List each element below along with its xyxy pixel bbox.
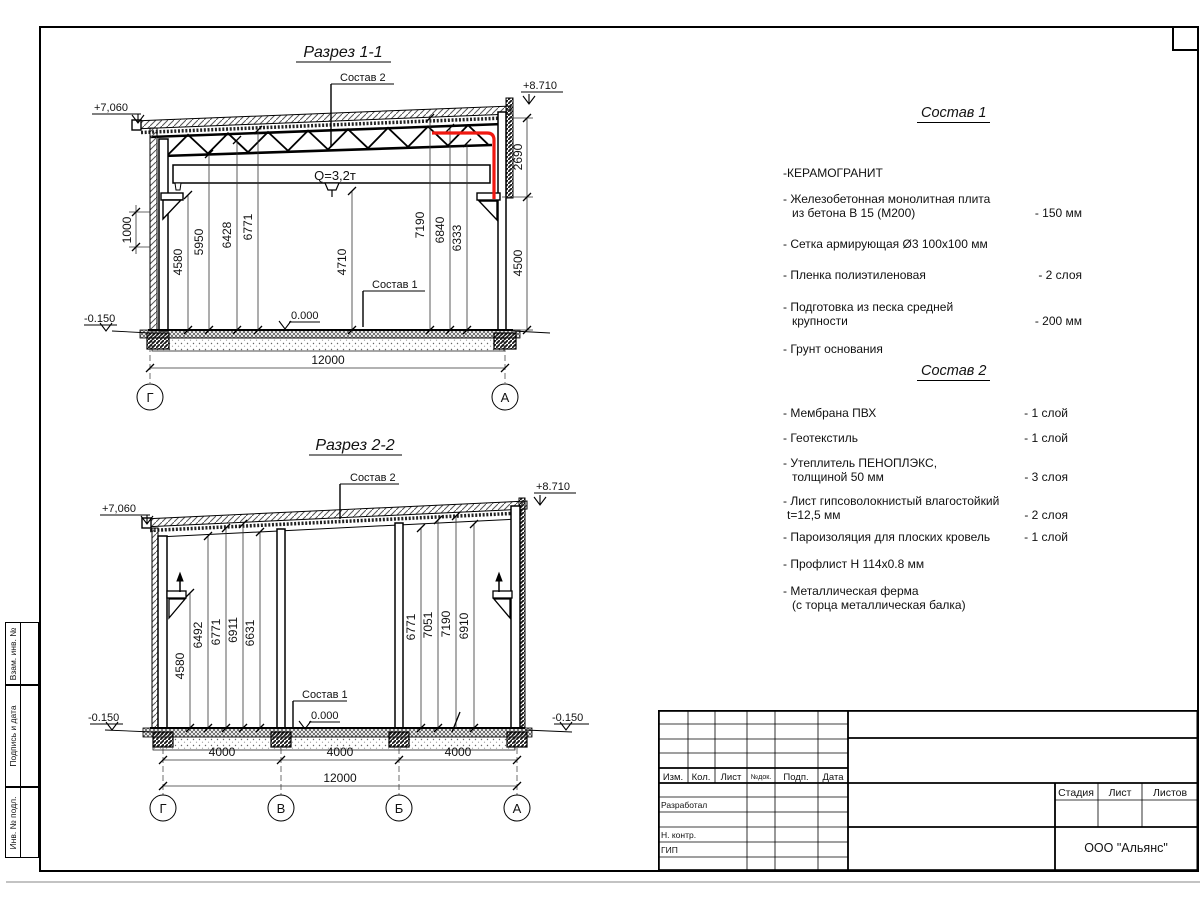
level-0000: 0.000 <box>291 310 319 322</box>
section-title <box>296 44 391 62</box>
material-name: - Железобетонная монолитная плита <box>783 192 991 206</box>
dim-12000: 12000 <box>323 771 357 785</box>
sheets-header: Листов <box>1152 787 1188 799</box>
elevation-8710: +8.710 <box>523 80 557 92</box>
material-name: - Подготовка из песка средней <box>783 300 954 314</box>
material-name-2: из бетона В 15 (М200) <box>792 205 916 220</box>
crane-capacity-label: Q=3,2т <box>314 168 356 183</box>
dim-6428: 6428 <box>220 221 234 249</box>
section-1-1-drawing <box>60 35 605 425</box>
list-item <box>783 407 1082 421</box>
axis-v: В <box>276 801 286 816</box>
col-kol: Кол. <box>691 772 711 783</box>
side-stamp-podpis-data-label: Подпись и дата <box>8 705 18 767</box>
side-stamp-empty-cell <box>21 686 38 786</box>
dim-6771: 6771 <box>209 618 223 646</box>
title-block-right <box>1058 787 1187 855</box>
level-0000: 0.000 <box>311 710 339 722</box>
dim-6840: 6840 <box>433 216 447 244</box>
level-minus-0150: -0.150 <box>84 313 116 325</box>
stage-header: Стадия <box>1058 787 1094 799</box>
dim-7051: 7051 <box>421 611 435 639</box>
elevation-7060: +7,060 <box>102 503 136 515</box>
material-name: - Профлист Н 114x0.8 мм <box>783 557 925 571</box>
dim-7190: 7190 <box>439 610 453 638</box>
sostav1-callout: Состав 1 <box>372 279 418 291</box>
col-list: Лист <box>720 772 742 783</box>
material-name-2: t=12,5 мм <box>787 507 841 522</box>
level-minus-0150-right: -0.150 <box>552 712 584 724</box>
sostav2-callout: Состав 2 <box>350 472 396 484</box>
material-name-2: толщиной 50 мм <box>792 469 884 484</box>
dim-12000: 12000 <box>311 353 345 367</box>
floor-assembly <box>112 330 550 351</box>
dim-4580: 4580 <box>173 652 187 680</box>
axis-g: Г <box>159 801 167 816</box>
corner-sheet-number-box <box>1172 26 1199 51</box>
dim-6771: 6771 <box>241 213 255 241</box>
axis-a: А <box>500 390 510 405</box>
axis-marks <box>137 384 518 410</box>
material-value: - 3 слоя <box>1024 469 1068 484</box>
sostav2-heading: Состав 2 <box>917 363 990 381</box>
dim-6333: 6333 <box>450 224 464 252</box>
dim-2690: 2690 <box>511 143 525 171</box>
company-name: ООО "Альянс" <box>1084 841 1168 855</box>
list-item <box>783 457 1082 484</box>
left-wall-column <box>150 128 183 331</box>
elevation-7060: +7,060 <box>94 102 128 114</box>
list-item <box>783 585 1082 612</box>
level-minus-0150-left: -0.150 <box>88 712 120 724</box>
dim-4000-1: 4000 <box>208 745 236 759</box>
material-value: - 200 мм <box>1034 313 1082 328</box>
axis-b: Б <box>394 801 404 816</box>
section-1-1-title: Разрез 1-1 <box>303 44 383 61</box>
material-name-2: (с торца металлическая балка) <box>792 597 966 612</box>
list-item <box>783 531 1082 545</box>
row-gip: ГИП <box>661 845 678 855</box>
dim-6631: 6631 <box>243 619 257 647</box>
side-stamp-empty-cell <box>21 788 38 857</box>
material-name: - Лист гипсоволокнистый влагостойкий <box>783 494 1000 508</box>
side-stamp-label-cell <box>6 623 21 684</box>
list-item <box>783 343 1082 357</box>
col-podp: Подп. <box>783 772 809 783</box>
section-2-2-title: Разрез 2-2 <box>315 437 395 454</box>
material-name-2: крупности <box>792 313 848 328</box>
material-value: - 1 слой <box>1024 406 1068 420</box>
side-stamp-label-cell <box>6 788 21 857</box>
title-block-rows <box>661 800 707 855</box>
list-item <box>783 167 1082 181</box>
row-developed: Разработал <box>661 800 708 810</box>
dim-4000-2: 4000 <box>326 745 354 759</box>
side-stamp-inv-podl <box>5 787 39 858</box>
right-wall-column <box>493 498 525 728</box>
material-value: - 2 слоя <box>1024 507 1068 522</box>
list-item <box>783 238 1082 252</box>
col-ndok: №док. <box>750 774 772 781</box>
sostav2-callout: Состав 2 <box>340 72 386 84</box>
roof-assembly <box>132 106 511 133</box>
dim-6771-r: 6771 <box>404 613 418 641</box>
list-item <box>783 193 1082 220</box>
dim-6492: 6492 <box>191 621 205 649</box>
material-value: - 1 слой <box>1024 431 1068 445</box>
material-name: - Грунт основания <box>783 342 883 356</box>
section-2-2-drawing <box>60 425 620 830</box>
material-name: -КЕРАМОГРАНИТ <box>783 166 883 180</box>
list-item <box>783 558 1082 572</box>
sostav1-heading: Состав 1 <box>917 105 990 123</box>
title-block-headers <box>663 772 844 783</box>
dim-6911: 6911 <box>226 617 240 643</box>
sostav1-callout: Состав 1 <box>302 689 348 701</box>
axis-a: А <box>512 801 522 816</box>
list-item <box>783 495 1082 522</box>
title-block <box>658 710 1199 871</box>
material-name: - Мембрана ПВХ <box>783 406 877 420</box>
list-item <box>783 269 1082 283</box>
elevation-8710: +8.710 <box>536 481 570 493</box>
side-stamp-vzam-inv <box>5 622 39 685</box>
list-item <box>783 301 1082 328</box>
list-item <box>783 432 1082 446</box>
dim-1000: 1000 <box>120 216 134 244</box>
dim-6910: 6910 <box>457 612 471 640</box>
material-name: - Металлическая ферма <box>783 584 919 598</box>
paper-edge <box>6 881 1200 883</box>
material-name: - Пароизоляция для плоских кровель <box>783 530 991 544</box>
row-ncontr: Н. контр. <box>661 830 697 840</box>
side-stamp-inv-podl-label: Инв. № подл. <box>8 796 18 849</box>
axis-marks <box>150 795 530 821</box>
section-title <box>309 437 402 455</box>
side-stamp-empty-cell <box>21 623 38 684</box>
col-data: Дата <box>822 772 844 783</box>
dim-4580: 4580 <box>171 248 185 276</box>
material-name: - Геотекстиль <box>783 431 858 445</box>
material-name: - Сетка армирующая Ø3 100x100 мм <box>783 237 988 251</box>
dim-5950: 5950 <box>192 228 206 256</box>
roof-assembly <box>142 501 527 537</box>
dim-4500: 4500 <box>511 249 525 277</box>
material-value: - 2 слоя <box>1038 268 1082 282</box>
col-izm: Изм. <box>662 772 684 783</box>
material-value: - 1 слой <box>1024 530 1068 544</box>
material-value: - 150 мм <box>1034 205 1082 220</box>
material-name: - Пленка полиэтиленовая <box>783 268 926 282</box>
left-wall-column <box>152 528 186 728</box>
side-stamp-label-cell <box>6 686 21 786</box>
side-stamp-podpis-data <box>5 685 39 787</box>
dim-4710: 4710 <box>335 248 349 276</box>
sheet-header: Лист <box>1108 787 1132 799</box>
material-name: - Утеплитель ПЕНОПЛЭКС, <box>783 456 938 470</box>
dim-4000-3: 4000 <box>444 745 472 759</box>
side-stamp-vzam-inv-label: Взам. инв. № <box>8 627 18 680</box>
dim-7190: 7190 <box>413 211 427 239</box>
axis-g: Г <box>146 390 154 405</box>
